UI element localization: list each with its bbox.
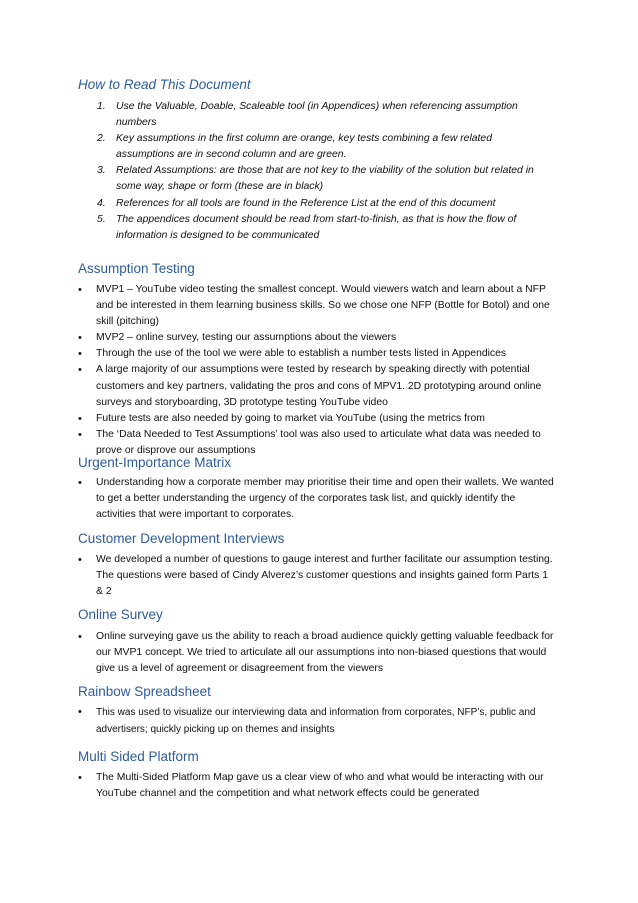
online-survey-list bbox=[0, 629, 638, 677]
customer-development-list bbox=[0, 552, 638, 600]
list-item bbox=[0, 196, 546, 212]
bullet-item bbox=[0, 770, 556, 802]
section-heading-assumption-testing: Assumption Testing bbox=[78, 261, 195, 276]
bullet-icon: • bbox=[78, 772, 82, 784]
list-item bbox=[0, 131, 546, 163]
bullet-item-text: We developed a number of questions to gauge interest and further facilitate our assumption testing. The questions were based of Cindy Alverez’s customer questions and insights gained form Parts 1 & 2 bbox=[96, 554, 553, 598]
bullet-item-text: The Multi-Sided Platform Map gave us a clear view of who and what would be interacting with our YouTube channel and the competition and what network effects could be generated bbox=[96, 772, 544, 800]
section-heading-customer-development: Customer Development Interviews bbox=[78, 531, 285, 546]
bullet-item-text: MVP2 – online survey, testing our assumptions about the viewers bbox=[96, 332, 397, 344]
list-number: 2. bbox=[97, 133, 106, 145]
bullet-icon: • bbox=[78, 412, 82, 425]
list-item-text: Related Assumptions: are those that are not key to the viability of the solution but related in some way, shape or form (these are in black) bbox=[116, 165, 534, 193]
list-number: 4. bbox=[97, 197, 106, 209]
bullet-item bbox=[0, 346, 556, 362]
list-item-text: Use the Valuable, Doable, Scaleable tool (in Appendices) when referencing assumption numbers bbox=[116, 101, 518, 129]
how-to-read-list bbox=[0, 99, 638, 244]
list-item bbox=[0, 163, 546, 195]
bullet-item bbox=[0, 629, 556, 677]
bullet-icon: • bbox=[78, 348, 82, 361]
bullet-icon: • bbox=[78, 284, 82, 296]
bullet-item-text: This was used to visualize our interviewing data and information from corporates, NFP’s, public and advertisers; quickly picking up on themes and insights bbox=[96, 707, 536, 735]
bullet-item bbox=[0, 330, 556, 346]
bullet-icon: • bbox=[78, 428, 82, 441]
list-number: 5. bbox=[97, 213, 106, 225]
bullet-icon: • bbox=[78, 477, 82, 489]
bullet-item bbox=[0, 704, 556, 738]
bullet-item-text: Online surveying gave us the ability to reach a broad audience quickly getting valuable feedback for our MVP1 concept. We tried to articulate all our assumptions into non-biased questions that would give us a level of agreement or disagreement from the viewers bbox=[96, 631, 554, 675]
bullet-item bbox=[0, 552, 556, 600]
urgent-importance-list bbox=[0, 475, 638, 523]
section-heading-how-to-read: How to Read This Document bbox=[78, 77, 251, 92]
section-heading-multi-sided-platform: Multi Sided Platform bbox=[78, 749, 199, 764]
list-item-text: Key assumptions in the first column are orange, key tests combining a few related assumptions are in second column and are green. bbox=[116, 133, 492, 161]
list-item bbox=[0, 99, 546, 131]
list-item-text: References for all tools are found in the Reference List at the end of this document bbox=[116, 197, 496, 209]
bullet-item-text: The ‘Data Needed to Test Assumptions’ tool was also used to articulate what data was needed to prove or disprove our assumptions bbox=[96, 428, 541, 456]
section-heading-rainbow-spreadsheet: Rainbow Spreadsheet bbox=[78, 684, 211, 699]
bullet-item-text: Through the use of the tool we were able to establish a number tests listed in Appendices bbox=[96, 348, 507, 360]
bullet-item-text: Future tests are also needed by going to market via YouTube (using the metrics from bbox=[96, 412, 485, 424]
bullet-icon: • bbox=[78, 631, 82, 643]
bullet-item bbox=[0, 282, 556, 330]
multi-sided-platform-list bbox=[0, 770, 638, 802]
bullet-icon: • bbox=[78, 706, 82, 718]
bullet-item bbox=[0, 362, 556, 410]
list-number: 3. bbox=[97, 165, 106, 177]
bullet-item bbox=[0, 411, 556, 427]
bullet-item-text: MVP1 – YouTube video testing the smallest concept. Would viewers watch and learn about a NFP and be interested in them learning business skills. So we chose one NFP (Bottle for Botol) and one skill (pitching) bbox=[96, 284, 550, 328]
bullet-item-text: Understanding how a corporate member may prioritise their time and open their wallets. We wanted to get a better understanding the urgency of the corporates task list, and quickly identify the activities that were important to corporates. bbox=[96, 477, 554, 521]
list-number: 1. bbox=[97, 101, 106, 112]
section-heading-online-survey: Online Survey bbox=[78, 607, 163, 622]
bullet-item-text: A large majority of our assumptions were tested by research by speaking directly with potential customers and key partners, validating the pros and cons of MPV1. 2D prototyping around online surveys and storyboarding, 3D prototype testing YouTube video bbox=[96, 364, 542, 408]
bullet-icon: • bbox=[78, 364, 82, 377]
bullet-icon: • bbox=[78, 554, 82, 566]
section-heading-urgent-importance: Urgent-Importance Matrix bbox=[78, 455, 232, 470]
list-item-text: The appendices document should be read from start-to-finish, as that is how the flow of information is designed to be communicated bbox=[116, 213, 517, 241]
assumption-testing-list bbox=[0, 282, 638, 459]
bullet-item bbox=[0, 475, 556, 523]
list-item bbox=[0, 212, 546, 244]
bullet-icon: • bbox=[78, 332, 82, 345]
rainbow-spreadsheet-list bbox=[0, 704, 638, 738]
